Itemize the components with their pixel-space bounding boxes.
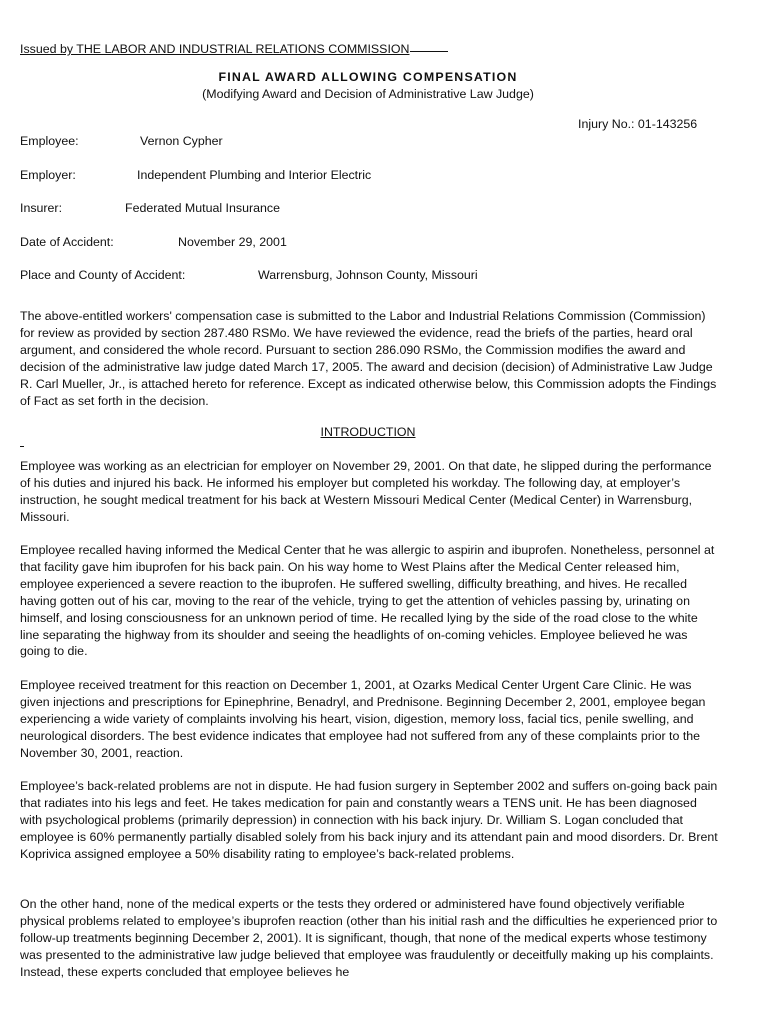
issued-by-rule (410, 51, 448, 52)
margin-mark (20, 446, 24, 447)
issued-by-line (20, 41, 448, 58)
date-of-accident-label: Date of Accident: (20, 235, 114, 249)
paragraph-medical-experts: On the other hand, none of the medical experts or the tests they ordered or administered have found objectively verifiable physical problems related to employee’s ibuprofen reaction (other than his initial rash and the difficulties he experienced prior to follow-up treatments beginning December 2, 2001). It is significant, though, that none of the medical experts whose testimony was presented to the administrative law judge believed that employee was fraudulently or deceitfully making up his complaints. Instead, these experts concluded that employee believes he (20, 897, 718, 979)
employer-label: Employer: (20, 168, 76, 182)
employee-value: Vernon Cypher (140, 134, 223, 148)
paragraph-back-problems: Employee’s back-related problems are not in dispute. He had fusion surgery in September 2002 and suffers on-going back pain that radiates into his legs and feet. He takes medication for pain and constantly wears a TENS unit. He has been diagnosed with psychological problems (primarily depression) in connection with his back injury. Dr. William S. Logan concluded that employee is 60% permanently partially disabled solely from his back injury and its attendant pain and mood disorders. Dr. Brent Koprivica assigned employee a 50% disability rating to employee’s back-related problems. (20, 779, 718, 861)
issued-by-text: Issued by THE LABOR AND INDUSTRIAL RELATIONS COMMISSION (20, 42, 410, 56)
date-of-accident-value: November 29, 2001 (178, 235, 287, 249)
place-of-accident-label: Place and County of Accident: (20, 268, 186, 282)
award-title: FINAL AWARD ALLOWING COMPENSATION (218, 70, 518, 84)
paragraph-injury: Employee was working as an electrician for employer on November 29, 2001. On that date, he slipped during the performance of his duties and injured his back. He informed his employer but completed his workday. The following day, at employer’s instruction, he sought medical treatment for his back at Western Missouri Medical Center (Medical Center) in Warrensburg, Missouri. (20, 459, 712, 524)
introduction-heading: INTRODUCTION (320, 425, 416, 439)
paragraph-reaction: Employee recalled having informed the Medical Center that he was allergic to aspirin and ibuprofen. Nonetheless, personnel at that facility gave him ibuprofen for his back pain. On his way home to West Plains after the Medical Center released him, employee experienced a severe reaction to the ibuprofen. He suffered swelling, difficulty breathing, and hives. He recalled having gotten out of his car, moving to the rear of the vehicle, trying to get the attention of vehicles passing by, urinating on himself, and losing consciousness for an unknown period of time. He recalled lying by the side of the road close to the white line separating the highway from its shoulder and seeing the headlights of on-coming vehicles. Employee believed he was going to die. (20, 543, 715, 659)
insurer-label: Insurer: (20, 201, 63, 215)
employer-value: Independent Plumbing and Interior Electric (137, 168, 372, 182)
injury-number: Injury No.: 01-143256 (578, 117, 698, 131)
employee-label: Employee: (20, 134, 79, 148)
award-subtitle: (Modifying Award and Decision of Administrative Law Judge) (202, 87, 534, 101)
paragraph-treatment: Employee received treatment for this reaction on December 1, 2001, at Ozarks Medical Center Urgent Care Clinic. He was given injections and prescriptions for Epinephrine, Benadryl, and Prednisone. Beginning December 2, 2001, employee began experiencing a wide variety of complaints involving his heart, vision, digestion, memory loss, facial tics, penile swelling, and neurological disorders. The best evidence indicates that employee had not suffered from any of these complaints prior to the November 30, 2001, reaction. (20, 678, 706, 760)
paragraph-submission: The above-entitled workers' compensation case is submitted to the Labor and Industrial Relations Commission (Commission) for review as provided by section 287.480 RSMo. We have reviewed the evidence, read the briefs of the parties, heard oral argument, and considered the whole record. Pursuant to section 286.090 RSMo, the Commission modifies the award and decision of the administrative law judge dated March 17, 2005. The award and decision (decision) of Administrative Law Judge R. Carl Mueller, Jr., is attached hereto for reference. Except as indicated otherwise below, this Commission adopts the Findings of Fact as set forth in the decision. (20, 309, 717, 408)
insurer-value: Federated Mutual Insurance (125, 201, 280, 215)
place-of-accident-value: Warrensburg, Johnson County, Missouri (258, 268, 478, 282)
